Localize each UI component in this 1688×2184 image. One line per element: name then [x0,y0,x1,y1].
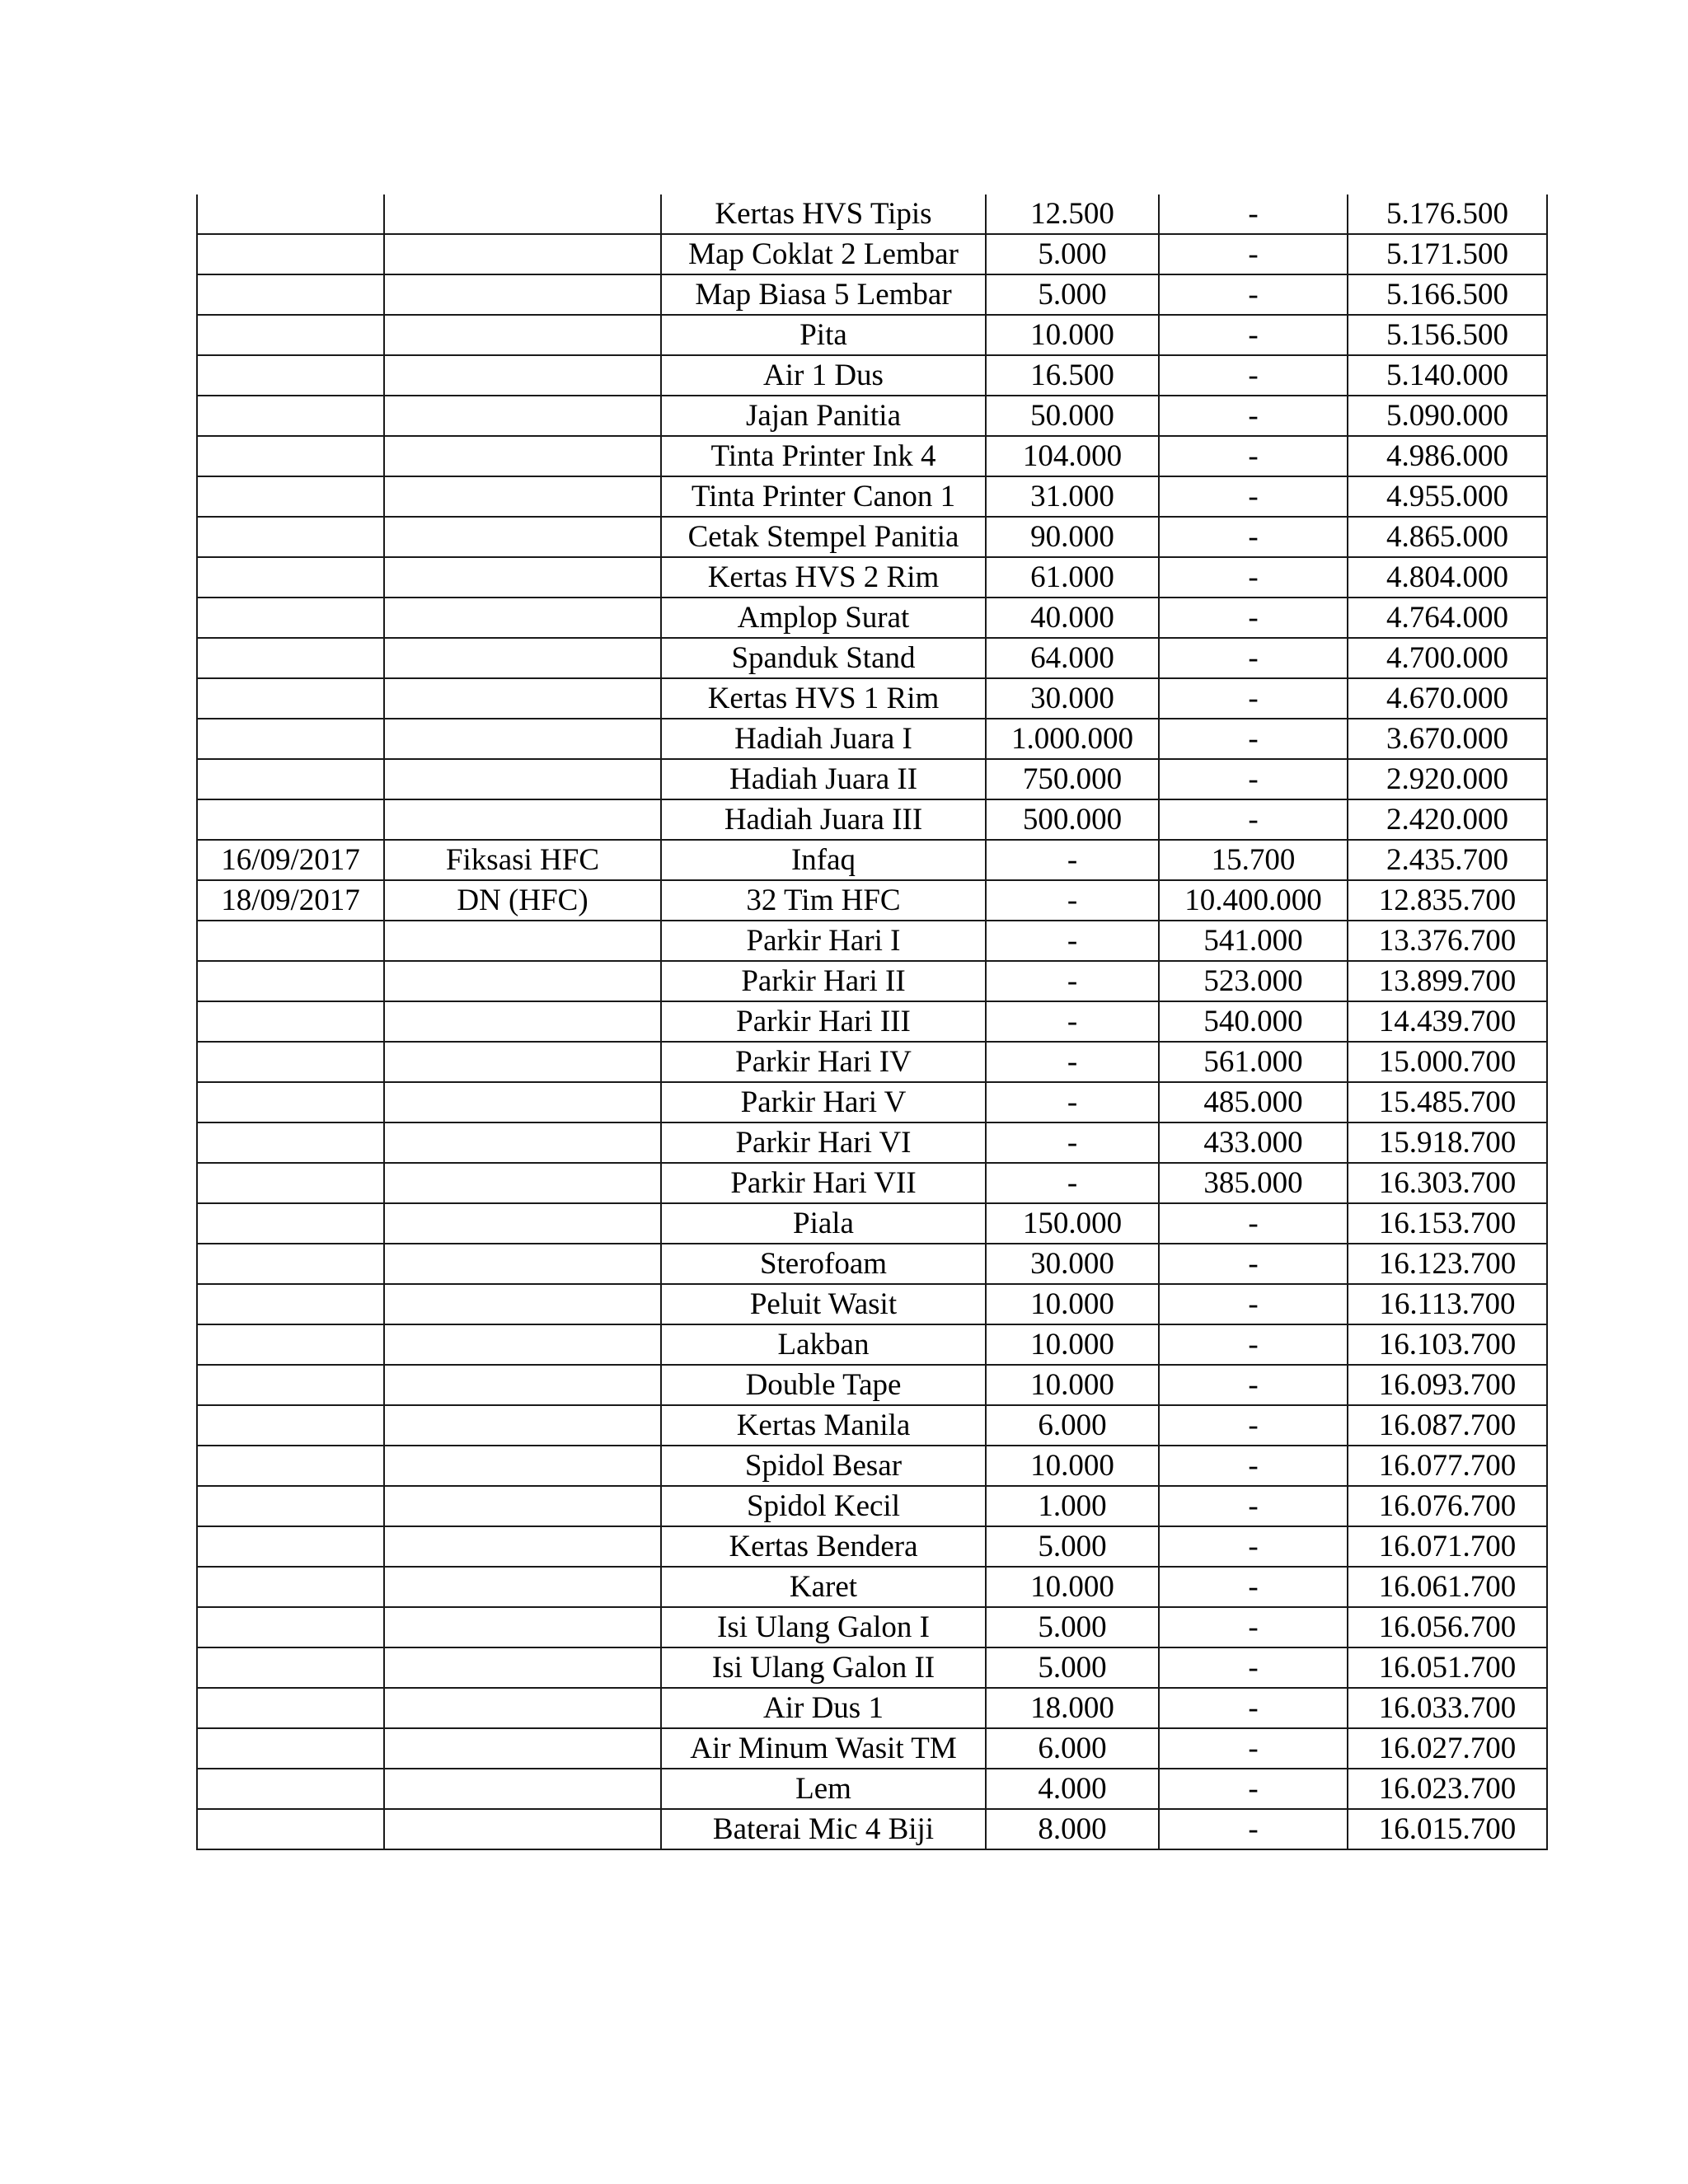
balance-cell: 15.000.700 [1348,1042,1547,1082]
table-row [197,1324,1547,1365]
debit-cell: 10.000 [986,1446,1159,1486]
reference-cell [384,1446,661,1486]
date-cell: 18/09/2017 [197,880,384,921]
balance-cell: 16.113.700 [1348,1284,1547,1324]
reference-cell [384,194,661,234]
debit-cell: 64.000 [986,638,1159,678]
balance-cell: 16.087.700 [1348,1405,1547,1446]
date-cell [197,274,384,315]
date-cell [197,1082,384,1122]
reference-cell [384,1365,661,1405]
credit-cell: 10.400.000 [1159,880,1348,921]
description-cell: Isi Ulang Galon II [661,1647,986,1688]
credit-cell: - [1159,1446,1348,1486]
reference-cell [384,921,661,961]
reference-cell [384,396,661,436]
balance-cell: 16.303.700 [1348,1163,1547,1203]
debit-cell: 12.500 [986,194,1159,234]
date-cell [197,1769,384,1809]
credit-cell: 15.700 [1159,840,1348,880]
description-cell: Air Dus 1 [661,1688,986,1728]
date-cell [197,598,384,638]
debit-cell: 5.000 [986,274,1159,315]
table-row [197,315,1547,355]
date-cell [197,436,384,476]
debit-cell: 5.000 [986,234,1159,274]
balance-cell: 2.435.700 [1348,840,1547,880]
description-cell: Parkir Hari V [661,1082,986,1122]
credit-cell: - [1159,1809,1348,1849]
date-cell [197,1688,384,1728]
reference-cell [384,1163,661,1203]
credit-cell: - [1159,719,1348,759]
credit-cell: - [1159,598,1348,638]
debit-cell: - [986,1001,1159,1042]
reference-cell [384,1607,661,1647]
credit-cell: - [1159,678,1348,719]
reference-cell [384,1042,661,1082]
debit-cell: 10.000 [986,1284,1159,1324]
balance-cell: 13.376.700 [1348,921,1547,961]
date-cell [197,1405,384,1446]
table-row [197,678,1547,719]
credit-cell: - [1159,1284,1348,1324]
description-cell: Double Tape [661,1365,986,1405]
credit-cell: - [1159,396,1348,436]
table-row [197,1122,1547,1163]
balance-cell: 16.076.700 [1348,1486,1547,1526]
description-cell: Parkir Hari VI [661,1122,986,1163]
description-cell: Spidol Kecil [661,1486,986,1526]
reference-cell [384,476,661,517]
balance-cell: 16.015.700 [1348,1809,1547,1849]
table-row [197,961,1547,1001]
date-cell [197,396,384,436]
description-cell: Kertas Manila [661,1405,986,1446]
credit-cell: - [1159,1405,1348,1446]
balance-cell: 4.804.000 [1348,557,1547,598]
description-cell: Map Coklat 2 Lembar [661,234,986,274]
table-row [197,517,1547,557]
description-cell: Hadiah Juara III [661,799,986,840]
date-cell [197,921,384,961]
debit-cell: 5.000 [986,1647,1159,1688]
description-cell: Parkir Hari VII [661,1163,986,1203]
reference-cell [384,1809,661,1849]
description-cell: Karet [661,1567,986,1607]
debit-cell: 8.000 [986,1809,1159,1849]
debit-cell: - [986,880,1159,921]
debit-cell: 90.000 [986,517,1159,557]
balance-cell: 4.865.000 [1348,517,1547,557]
description-cell: Amplop Surat [661,598,986,638]
credit-cell: 385.000 [1159,1163,1348,1203]
balance-cell: 16.027.700 [1348,1728,1547,1769]
reference-cell [384,638,661,678]
table-row [197,396,1547,436]
credit-cell: - [1159,1324,1348,1365]
date-cell [197,1728,384,1769]
reference-cell [384,1284,661,1324]
debit-cell: - [986,1082,1159,1122]
balance-cell: 3.670.000 [1348,719,1547,759]
balance-cell: 5.090.000 [1348,396,1547,436]
table-row [197,1769,1547,1809]
table-row [197,1446,1547,1486]
date-cell [197,1203,384,1244]
description-cell: Air Minum Wasit TM [661,1728,986,1769]
date-cell [197,1163,384,1203]
description-cell: Piala [661,1203,986,1244]
date-cell [197,1526,384,1567]
date-cell [197,355,384,396]
balance-cell: 16.023.700 [1348,1769,1547,1809]
table-row [197,759,1547,799]
table-row [197,274,1547,315]
debit-cell: 150.000 [986,1203,1159,1244]
table-row [197,1203,1547,1244]
reference-cell [384,1405,661,1446]
description-cell: Hadiah Juara I [661,719,986,759]
credit-cell: - [1159,1728,1348,1769]
debit-cell: 50.000 [986,396,1159,436]
table-row [197,557,1547,598]
debit-cell: 31.000 [986,476,1159,517]
date-cell [197,1042,384,1082]
reference-cell [384,1244,661,1284]
balance-cell: 5.176.500 [1348,194,1547,234]
balance-cell: 16.093.700 [1348,1365,1547,1405]
table-row [197,355,1547,396]
ledger-body [197,194,1547,1849]
table-row [197,1284,1547,1324]
reference-cell [384,355,661,396]
date-cell [197,719,384,759]
debit-cell: - [986,1163,1159,1203]
credit-cell: 523.000 [1159,961,1348,1001]
description-cell: Pita [661,315,986,355]
credit-cell: - [1159,1244,1348,1284]
reference-cell [384,1647,661,1688]
date-cell [197,1809,384,1849]
reference-cell [384,678,661,719]
balance-cell: 4.764.000 [1348,598,1547,638]
balance-cell: 2.920.000 [1348,759,1547,799]
description-cell: Tinta Printer Ink 4 [661,436,986,476]
table-row [197,1365,1547,1405]
date-cell [197,1607,384,1647]
credit-cell: - [1159,1688,1348,1728]
debit-cell: 61.000 [986,557,1159,598]
credit-cell: - [1159,315,1348,355]
reference-cell [384,759,661,799]
balance-cell: 5.166.500 [1348,274,1547,315]
balance-cell: 4.955.000 [1348,476,1547,517]
description-cell: Spidol Besar [661,1446,986,1486]
reference-cell [384,719,661,759]
table-row [197,1688,1547,1728]
balance-cell: 5.156.500 [1348,315,1547,355]
description-cell: Kertas Bendera [661,1526,986,1567]
balance-cell: 2.420.000 [1348,799,1547,840]
reference-cell [384,1688,661,1728]
balance-cell: 5.171.500 [1348,234,1547,274]
description-cell: Parkir Hari II [661,961,986,1001]
description-cell: Sterofoam [661,1244,986,1284]
table-row [197,799,1547,840]
date-cell [197,234,384,274]
description-cell: Parkir Hari III [661,1001,986,1042]
debit-cell: 1.000.000 [986,719,1159,759]
reference-cell [384,274,661,315]
date-cell [197,315,384,355]
table-row [197,638,1547,678]
balance-cell: 4.700.000 [1348,638,1547,678]
reference-cell [384,1728,661,1769]
ledger-table [196,194,1548,1850]
description-cell: Lem [661,1769,986,1809]
debit-cell: 10.000 [986,1567,1159,1607]
date-cell [197,1446,384,1486]
table-row [197,921,1547,961]
description-cell: Kertas HVS 1 Rim [661,678,986,719]
credit-cell: - [1159,1769,1348,1809]
date-cell [197,1001,384,1042]
table-row [197,194,1547,234]
balance-cell: 4.670.000 [1348,678,1547,719]
credit-cell: 433.000 [1159,1122,1348,1163]
balance-cell: 12.835.700 [1348,880,1547,921]
credit-cell: - [1159,1567,1348,1607]
date-cell [197,799,384,840]
credit-cell: - [1159,1526,1348,1567]
description-cell: 32 Tim HFC [661,880,986,921]
description-cell: Kertas HVS 2 Rim [661,557,986,598]
credit-cell: 561.000 [1159,1042,1348,1082]
table-row [197,476,1547,517]
balance-cell: 16.056.700 [1348,1607,1547,1647]
credit-cell: - [1159,759,1348,799]
reference-cell [384,234,661,274]
balance-cell: 16.033.700 [1348,1688,1547,1728]
description-cell: Tinta Printer Canon 1 [661,476,986,517]
table-row [197,840,1547,880]
description-cell: Map Biasa 5 Lembar [661,274,986,315]
date-cell [197,1365,384,1405]
table-row [197,1042,1547,1082]
date-cell [197,1567,384,1607]
balance-cell: 16.153.700 [1348,1203,1547,1244]
credit-cell: - [1159,557,1348,598]
reference-cell [384,1082,661,1122]
debit-cell: - [986,961,1159,1001]
credit-cell: - [1159,274,1348,315]
date-cell [197,638,384,678]
debit-cell: 6.000 [986,1728,1159,1769]
date-cell [197,1324,384,1365]
balance-cell: 5.140.000 [1348,355,1547,396]
reference-cell [384,315,661,355]
date-cell [197,1284,384,1324]
date-cell [197,1122,384,1163]
reference-cell [384,1526,661,1567]
credit-cell: - [1159,436,1348,476]
debit-cell: 40.000 [986,598,1159,638]
debit-cell: 4.000 [986,1769,1159,1809]
credit-cell: - [1159,194,1348,234]
table-row [197,1647,1547,1688]
debit-cell: 5.000 [986,1526,1159,1567]
reference-cell: DN (HFC) [384,880,661,921]
reference-cell [384,598,661,638]
reference-cell: Fiksasi HFC [384,840,661,880]
description-cell: Air 1 Dus [661,355,986,396]
credit-cell: - [1159,234,1348,274]
table-row [197,1567,1547,1607]
description-cell: Kertas HVS Tipis [661,194,986,234]
reference-cell [384,1001,661,1042]
debit-cell: - [986,1122,1159,1163]
table-row [197,1526,1547,1567]
table-row [197,234,1547,274]
balance-cell: 16.103.700 [1348,1324,1547,1365]
table-row [197,1001,1547,1042]
table-row [197,1244,1547,1284]
debit-cell: 10.000 [986,1365,1159,1405]
table-row [197,719,1547,759]
reference-cell [384,799,661,840]
credit-cell: - [1159,517,1348,557]
description-cell: Infaq [661,840,986,880]
reference-cell [384,1203,661,1244]
debit-cell: 30.000 [986,1244,1159,1284]
balance-cell: 15.918.700 [1348,1122,1547,1163]
table-row [197,598,1547,638]
reference-cell [384,557,661,598]
reference-cell [384,961,661,1001]
debit-cell: 500.000 [986,799,1159,840]
balance-cell: 16.123.700 [1348,1244,1547,1284]
date-cell: 16/09/2017 [197,840,384,880]
table-row [197,1809,1547,1849]
reference-cell [384,1486,661,1526]
credit-cell: - [1159,476,1348,517]
balance-cell: 16.061.700 [1348,1567,1547,1607]
description-cell: Parkir Hari IV [661,1042,986,1082]
balance-cell: 4.986.000 [1348,436,1547,476]
description-cell: Spanduk Stand [661,638,986,678]
balance-cell: 13.899.700 [1348,961,1547,1001]
credit-cell: - [1159,638,1348,678]
table-row [197,1486,1547,1526]
debit-cell: 10.000 [986,315,1159,355]
debit-cell: 6.000 [986,1405,1159,1446]
date-cell [197,1647,384,1688]
balance-cell: 16.071.700 [1348,1526,1547,1567]
balance-cell: 14.439.700 [1348,1001,1547,1042]
debit-cell: 104.000 [986,436,1159,476]
debit-cell: 18.000 [986,1688,1159,1728]
table-row [197,1163,1547,1203]
reference-cell [384,1324,661,1365]
credit-cell: - [1159,1365,1348,1405]
date-cell [197,557,384,598]
balance-cell: 16.077.700 [1348,1446,1547,1486]
debit-cell: 5.000 [986,1607,1159,1647]
table-row [197,1082,1547,1122]
credit-cell: - [1159,1607,1348,1647]
reference-cell [384,517,661,557]
description-cell: Lakban [661,1324,986,1365]
credit-cell: - [1159,799,1348,840]
date-cell [197,476,384,517]
description-cell: Cetak Stempel Panitia [661,517,986,557]
table-row [197,436,1547,476]
reference-cell [384,1122,661,1163]
description-cell: Peluit Wasit [661,1284,986,1324]
date-cell [197,517,384,557]
description-cell: Isi Ulang Galon I [661,1607,986,1647]
debit-cell: - [986,840,1159,880]
balance-cell: 15.485.700 [1348,1082,1547,1122]
reference-cell [384,1567,661,1607]
table-row [197,1728,1547,1769]
date-cell [197,1486,384,1526]
debit-cell: 1.000 [986,1486,1159,1526]
credit-cell: 541.000 [1159,921,1348,961]
debit-cell: 10.000 [986,1324,1159,1365]
credit-cell: 540.000 [1159,1001,1348,1042]
table-row [197,1607,1547,1647]
credit-cell: - [1159,1203,1348,1244]
reference-cell [384,1769,661,1809]
credit-cell: - [1159,1486,1348,1526]
table-row [197,1405,1547,1446]
description-cell: Baterai Mic 4 Biji [661,1809,986,1849]
date-cell [197,194,384,234]
date-cell [197,759,384,799]
balance-cell: 16.051.700 [1348,1647,1547,1688]
credit-cell: - [1159,355,1348,396]
debit-cell: - [986,921,1159,961]
date-cell [197,1244,384,1284]
date-cell [197,961,384,1001]
table-row [197,880,1547,921]
debit-cell: 750.000 [986,759,1159,799]
debit-cell: - [986,1042,1159,1082]
date-cell [197,678,384,719]
reference-cell [384,436,661,476]
debit-cell: 16.500 [986,355,1159,396]
debit-cell: 30.000 [986,678,1159,719]
credit-cell: - [1159,1647,1348,1688]
description-cell: Jajan Panitia [661,396,986,436]
description-cell: Parkir Hari I [661,921,986,961]
credit-cell: 485.000 [1159,1082,1348,1122]
description-cell: Hadiah Juara II [661,759,986,799]
